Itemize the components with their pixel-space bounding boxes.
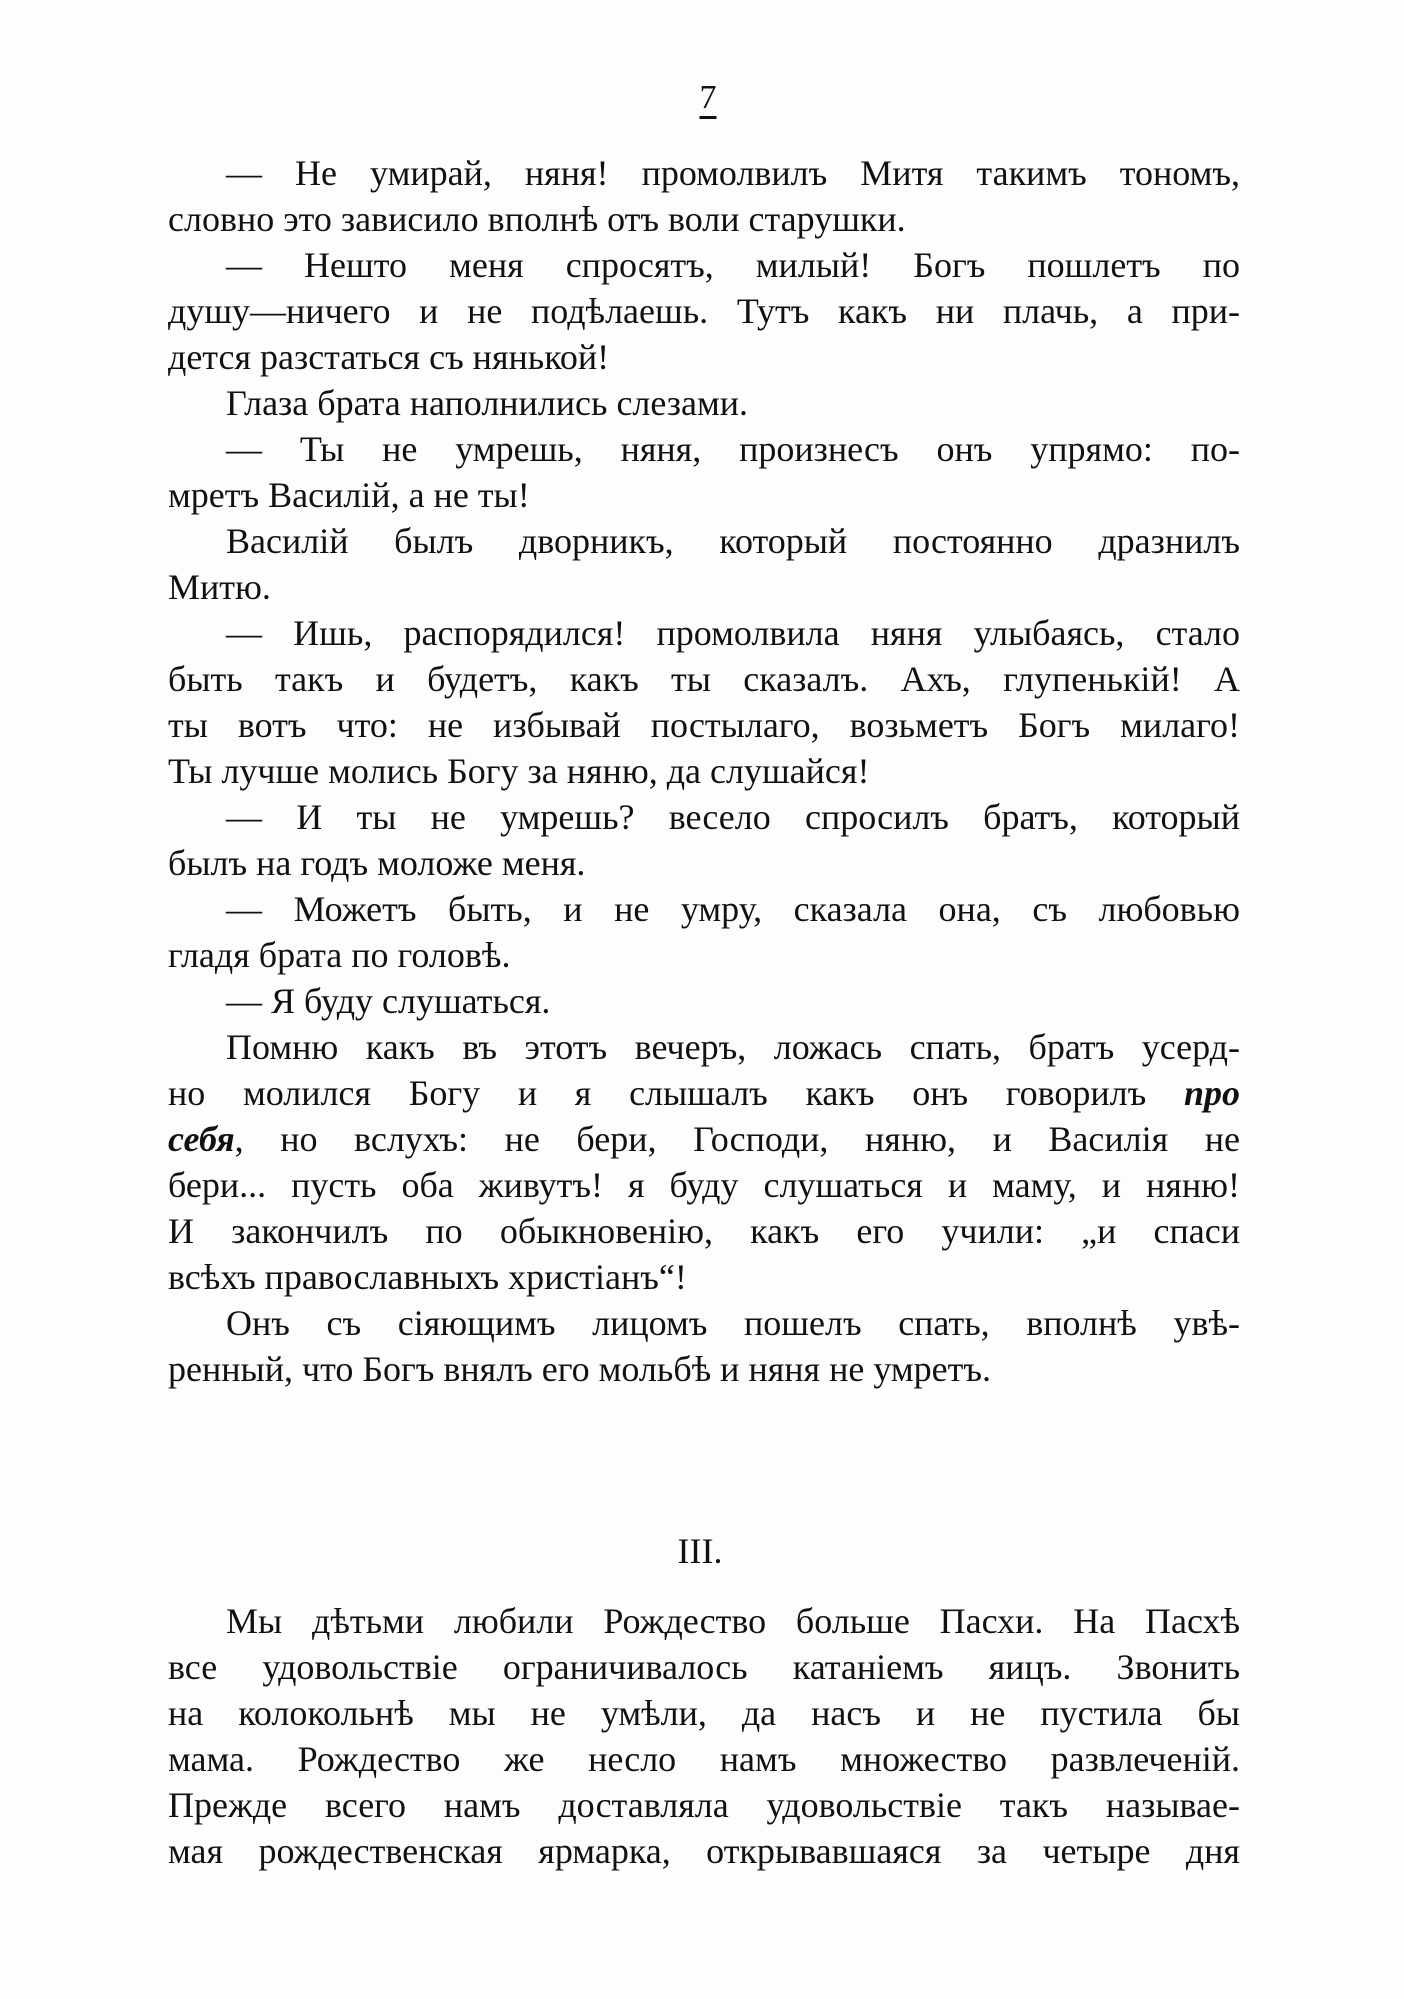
- text-line: — И ты не умрешь? весело спросилъ братъ, который: [226, 797, 1240, 837]
- paragraphs-group-3: [168, 1598, 1240, 1874]
- text-line: гладя брата по головѣ.: [168, 935, 511, 975]
- text-line: Василій былъ дворникъ, который постоянно дразнилъ: [226, 521, 1240, 561]
- text-line: — Не умирай, няня! промолвилъ Митя такимъ тономъ,: [226, 153, 1240, 193]
- emphasis-text: себя: [168, 1119, 235, 1159]
- text-line: все удовольствіе ограничивалось катаніемъ яицъ. Звонить: [168, 1647, 1240, 1687]
- text-line: [168, 1070, 1240, 1116]
- text-line: Мы дѣтьми любили Рождество больше Пасхи. На Пасхѣ: [226, 1601, 1240, 1641]
- text-line: мама. Рождество же несло намъ множество развлеченій.: [168, 1739, 1240, 1779]
- text-line: на колокольнѣ мы не умѣли, да насъ и не пустила бы: [168, 1693, 1240, 1733]
- page-number: 7: [699, 79, 717, 116]
- text-line: дется разстаться съ нянькой!: [168, 337, 610, 377]
- text-line: Митю.: [168, 567, 271, 607]
- paragraphs-group-2: [168, 1162, 1240, 1392]
- text-line: Онъ съ сіяющимъ лицомъ пошелъ спать, вполнѣ увѣ-: [226, 1303, 1240, 1343]
- emphasis-text: про: [1183, 1073, 1240, 1113]
- text-line: мретъ Василій, а не ты!: [168, 475, 530, 515]
- body-text-top: [168, 150, 1240, 1392]
- text-line: Глаза брата наполнились слезами.: [226, 383, 749, 423]
- text-line: словно это зависило вполнѣ отъ воли старушки.: [168, 199, 906, 239]
- text-line: — Нешто меня спросятъ, милый! Богъ пошлетъ по: [226, 245, 1240, 285]
- text-line: Ты лучше молись Богу за няню, да слушайся!: [168, 751, 870, 791]
- text-line: — Можетъ быть, и не умру, сказала она, съ любовью: [226, 889, 1240, 929]
- text-line: Прежде всего намъ доставляла удовольствіе такъ называе-: [168, 1785, 1240, 1825]
- text-span: но молился Богу и я слышалъ какъ онъ говорилъ: [168, 1073, 1184, 1113]
- text-line: — Я буду слушаться.: [226, 981, 551, 1021]
- text-line: всѣхъ православныхъ христіанъ“!: [168, 1257, 687, 1297]
- text-line: Помню какъ въ этотъ вечеръ, ложась спать, братъ усерд-: [226, 1027, 1240, 1067]
- text-line: [168, 1116, 1240, 1162]
- paragraphs-group-1: [168, 150, 1240, 1070]
- text-line: мая рождественская ярмарка, открывавшаяся за четыре дня: [168, 1831, 1240, 1871]
- text-line: былъ на годъ моложе меня.: [168, 843, 586, 883]
- chapter-heading: III.: [677, 1531, 723, 1571]
- text-line: душу—ничего и не подѣлаешь. Тутъ какъ ни плачь, а при-: [168, 291, 1240, 331]
- body-text-bottom: [168, 1598, 1240, 1874]
- text-line: — Ты не умрешь, няня, произнесъ онъ упрямо: по-: [226, 429, 1240, 469]
- text-line: ты вотъ что: не избывай постылаго, возьметъ Богъ милаго!: [168, 705, 1240, 745]
- text-line: быть такъ и будетъ, какъ ты сказалъ. Ахъ, глупенькій! А: [168, 659, 1240, 699]
- text-line: ренный, что Богъ внялъ его мольбѣ и няня не умретъ.: [168, 1349, 991, 1389]
- text-span: , но вслухъ: не бери, Господи, няню, и Василія не: [234, 1119, 1240, 1159]
- text-line: бери... пусть оба живутъ! я буду слушаться и маму, и няню!: [168, 1165, 1240, 1205]
- text-line: И закончилъ по обыкновенію, какъ его учили: „и спаси: [168, 1211, 1240, 1251]
- text-line: — Ишь, распорядился! промолвила няня улыбаясь, стало: [226, 613, 1240, 653]
